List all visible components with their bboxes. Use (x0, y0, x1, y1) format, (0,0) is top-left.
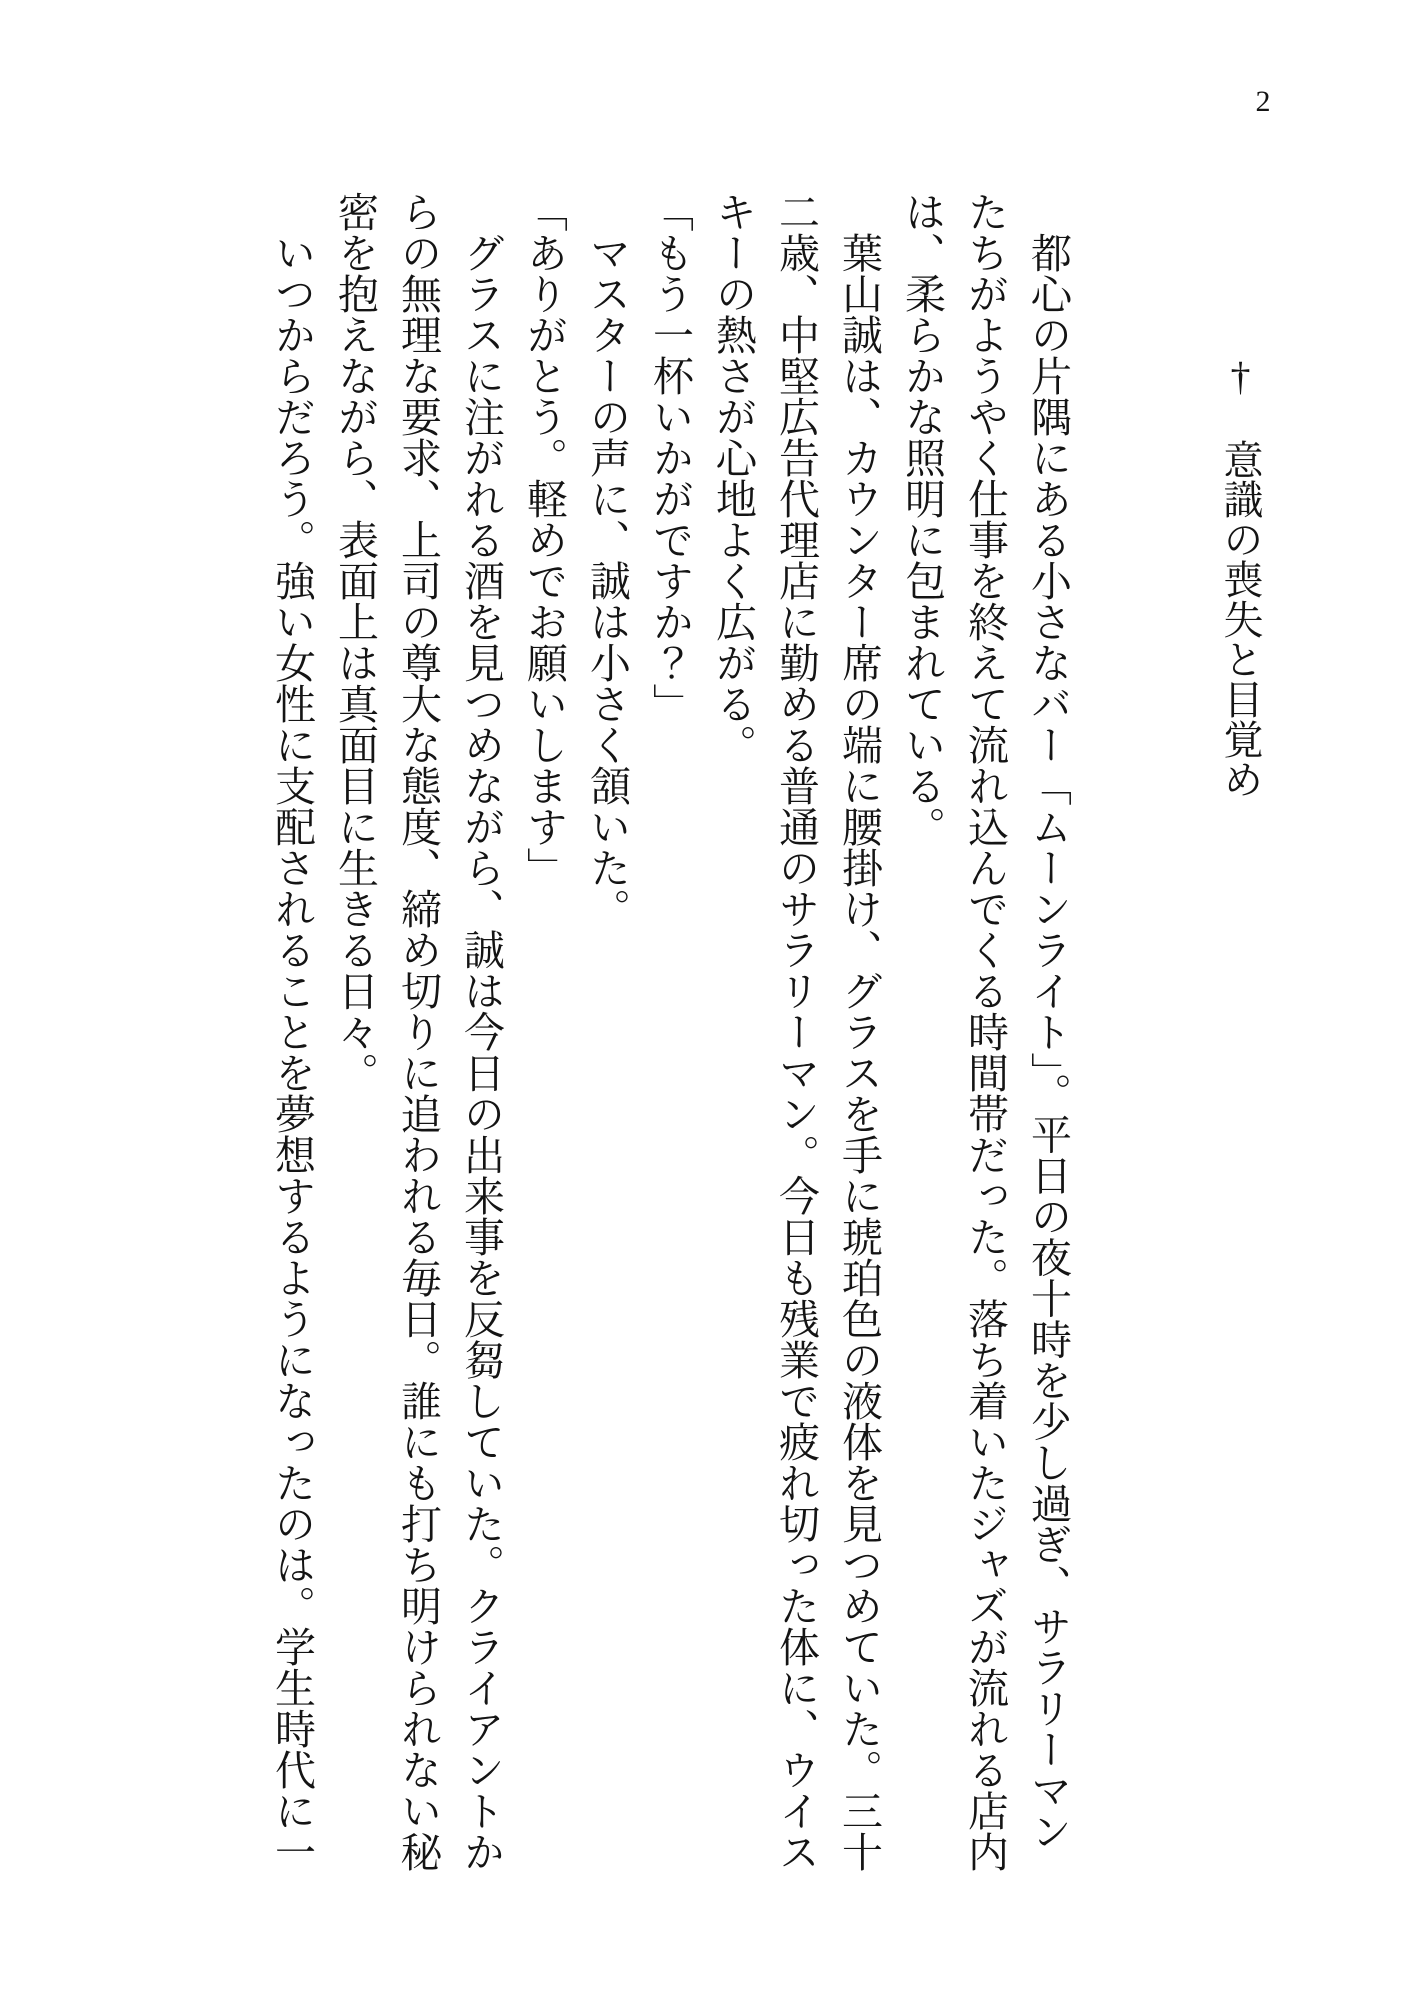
paragraph: いつからだろう。強い女性に支配されることを夢想するようになったのは。学生時代に一 (269, 232, 315, 1872)
page-number: 2 (1255, 85, 1271, 118)
body-text (260, 191, 1079, 1874)
chapter-title: † 意識の喪失と目覚め (1218, 354, 1263, 799)
paragraph: グラスに注がれる酒を見つめながら、誠は今日の出来事を反芻していた。クライアントからの無理な要求、上司の尊大な態度、締め切りに追われる毎日。誰にも打ち明けられない秘密を抱えながら、表面上は真面目に生きる日々。 (332, 191, 504, 1872)
paragraph: マスターの声に、誠は小さく頷いた。 (584, 232, 630, 929)
paragraph: 都心の片隅にある小さなバー「ムーンライト」。平日の夜十時を少し過ぎ、サラリーマンたちがようやく仕事を終えて流れ込んでくる時間帯だった。落ち着いたジャズが流れる店内は、柔らかな照明に包まれている。 (899, 191, 1071, 1872)
paragraph-dialogue: 「もう一杯いかがですか？」 (647, 191, 693, 724)
paragraph-dialogue: 「ありがとう。軽めでお願いします」 (521, 191, 567, 888)
paragraph: 葉山誠は、カウンター席の端に腰掛け、グラスを手に琥珀色の液体を見つめていた。三十二歳、中堅広告代理店に勤める普通のサラリーマン。今日も残業で疲れ切った体に、ウイスキーの熱さが心地よく広がる。 (710, 191, 882, 1872)
